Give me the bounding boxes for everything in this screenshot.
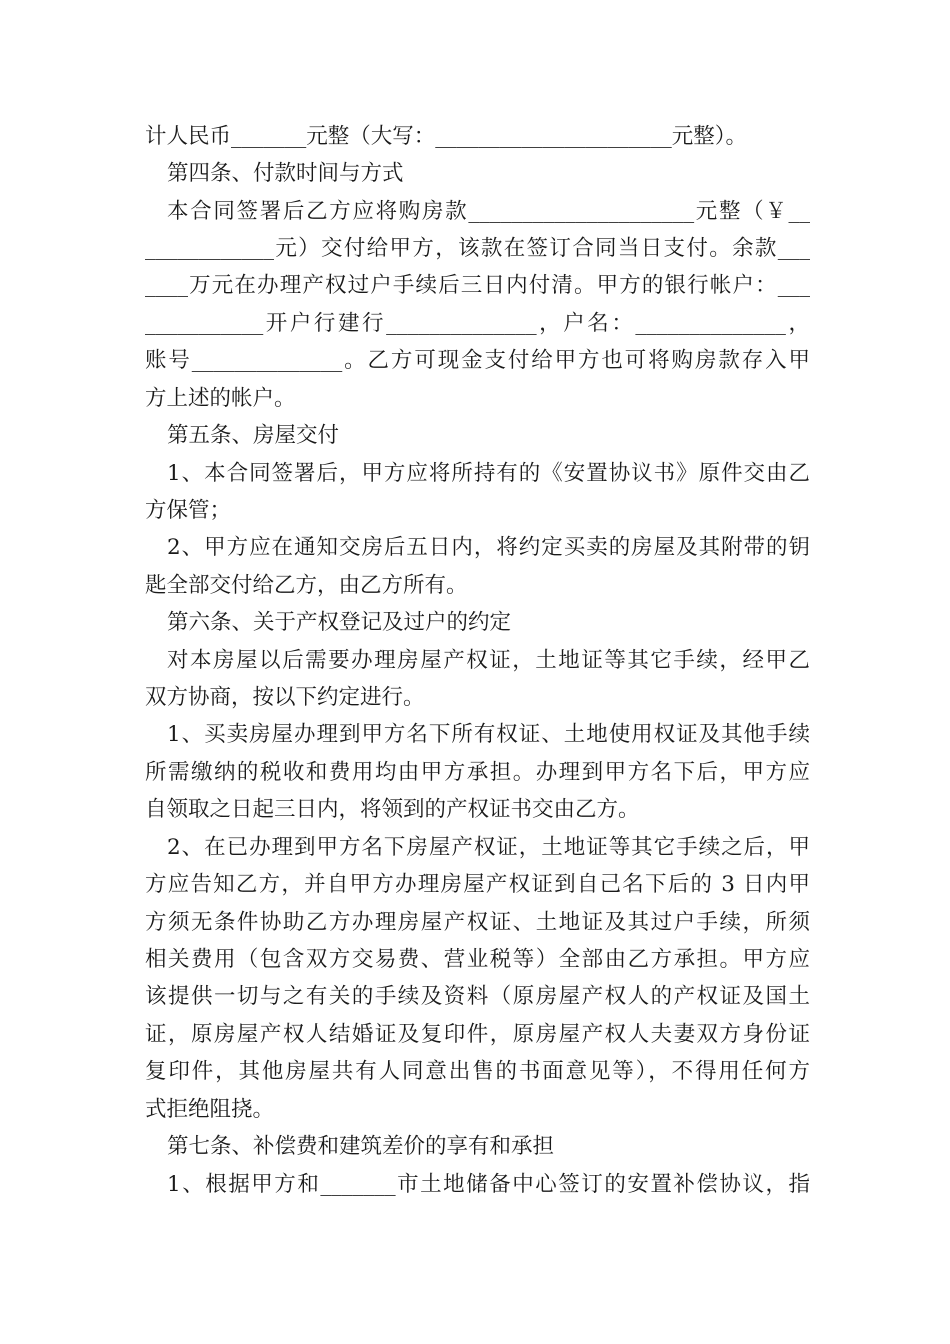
text-line: 对本房屋以后需要办理房屋产权证，土地证等其它手续，经甲乙 [167,648,810,673]
text-line: ___________开户行建行______________，户名：______________， [145,311,810,336]
text-line: 该提供一切与之有关的手续及资料（原房屋产权人的产权证及国土 [145,984,810,1009]
text-line: 证，原房屋产权人结婚证及复印件，原房屋产权人夫妻双方身份证 [145,1022,810,1047]
text-line: 双方协商，按以下约定进行。 [145,685,425,710]
text-line: 1、买卖房屋办理到甲方名下所有权证、土地使用权证及其他手续 [167,722,810,747]
text-line: 所需缴纳的税收和费用均由甲方承担。办理到甲方名下后，甲方应 [145,760,810,785]
text-line: 方应告知乙方，并自甲方办理房屋产权证到自己名下后的 3 日内甲 [145,872,810,897]
section-heading: 第四条、付款时间与方式 [167,161,404,186]
text-line: 自领取之日起三日内，将领到的产权证书交由乙方。 [145,797,640,822]
text-line: 匙全部交付给乙方，由乙方所有。 [145,573,468,598]
text-line: ____________元）交付给甲方，该款在签订合同当日支付。余款___ [145,236,810,261]
text-line: 方上述的帐户。 [145,386,296,411]
text-line: 2、甲方应在通知交房后五日内，将约定买卖的房屋及其附带的钥 [167,535,810,560]
text-line: 方保管； [145,498,232,523]
text-line: 2、在已办理到甲方名下房屋产权证，土地证等其它手续之后，甲 [167,835,810,860]
text-line: 本合同签署后乙方应将购房款_____________________元整（￥__ [167,199,810,224]
text-line: 1、本合同签署后，甲方应将所持有的《安置协议书》原件交由乙 [167,461,810,486]
section-heading: 第五条、房屋交付 [167,423,340,448]
text-line: 复印件，其他房屋共有人同意出售的书面意见等），不得用任何方 [145,1059,810,1084]
text-line: 1、根据甲方和_______市土地储备中心签订的安置补偿协议，指 [167,1172,810,1197]
text-line: 相关费用（包含双方交易费、营业税等）全部由乙方承担。甲方应 [145,947,810,972]
text-line: 方须无条件协助乙方办理房屋产权证、土地证及其过户手续，所须 [145,910,810,935]
section-heading: 第六条、关于产权登记及过户的约定 [167,610,512,635]
text-line: 计人民币_______元整（大写：______________________元整）。 [145,124,748,149]
text-line: 账号______________。乙方可现金支付给甲方也可将购房款存入甲 [145,348,810,373]
section-heading: 第七条、补偿费和建筑差价的享有和承担 [167,1134,555,1159]
text-line: 式拒绝阻挠。 [145,1097,275,1122]
text-line: ____万元在办理产权过户手续后三日内付清。甲方的银行帐户：___ [145,273,810,298]
